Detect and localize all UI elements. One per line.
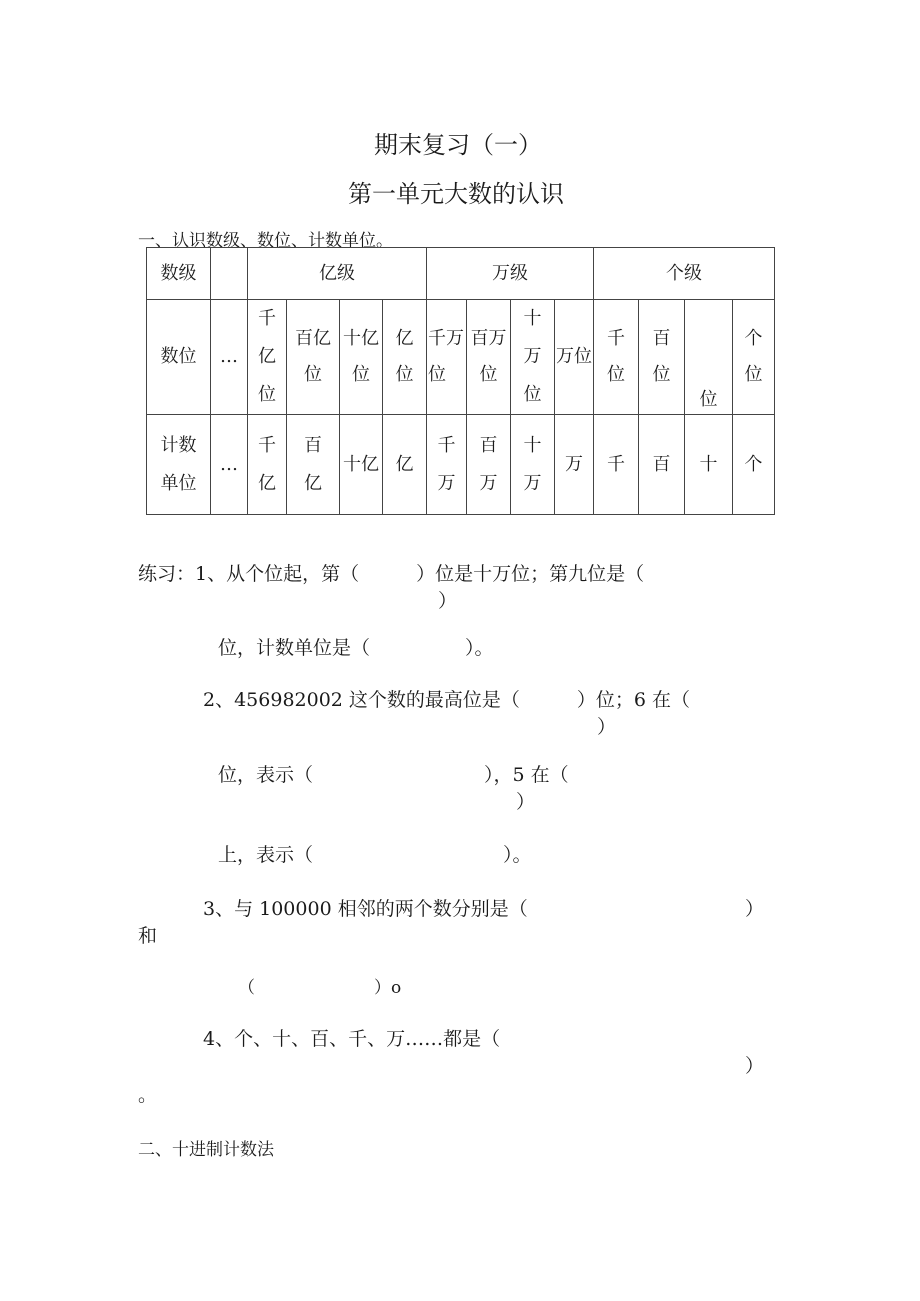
page-title: 期末复习（一）	[374, 131, 542, 159]
label-shuji: 数级	[147, 248, 211, 300]
place-baiyi	[287, 300, 340, 415]
char: 万	[437, 472, 456, 494]
unit-ge: 个	[733, 415, 775, 515]
stack	[511, 300, 554, 414]
section-1-heading: 一、认识数级、数位、计数单位。	[138, 231, 393, 251]
text: 位	[699, 389, 718, 410]
place-ge	[733, 300, 775, 415]
char: 万	[523, 346, 542, 367]
char: 千	[258, 434, 276, 456]
unit-shiyi: 十亿	[340, 415, 383, 515]
q1-line1: 练习：1、从个位起，第（ ）位是十万位；第九位是（	[138, 563, 645, 585]
place-qianyi	[248, 300, 287, 415]
place-shiwan	[511, 300, 555, 415]
place-shi	[685, 300, 733, 415]
char: 十	[523, 434, 542, 456]
group-wan: 万级	[427, 248, 594, 300]
q3-line1-next: 和	[138, 925, 158, 947]
text: 百位	[652, 328, 671, 385]
group-ge: 个级	[594, 248, 775, 300]
place-value-table	[146, 247, 775, 515]
char: 千	[258, 308, 276, 329]
q2-line2: 位，表示（ ），5 在（	[218, 764, 569, 786]
place-qian	[594, 300, 639, 415]
unit-qianyi	[248, 415, 287, 515]
empty-cell	[211, 248, 248, 300]
unit-yi: 亿	[383, 415, 427, 515]
unit-qianwan	[427, 415, 467, 515]
label-shuwei: 数位	[147, 300, 211, 415]
stack	[248, 300, 286, 414]
text: 单位	[160, 472, 197, 494]
unit-baiyi	[287, 415, 340, 515]
table-row-units	[147, 415, 775, 515]
q1-line2: 位，计数单位是（ ）。	[218, 637, 494, 659]
page-subtitle: 第一单元大数的认识	[348, 180, 564, 208]
text: 计数	[160, 434, 197, 456]
place-yi	[383, 300, 427, 415]
place-bai	[639, 300, 685, 415]
text: 百万位	[470, 328, 507, 385]
char: 万	[523, 472, 542, 494]
q2-line1-close: ）	[597, 716, 617, 738]
place-baiwan	[467, 300, 511, 415]
q3-line1-close: ）	[745, 898, 765, 920]
char: 位	[258, 384, 276, 405]
char: 位	[523, 384, 542, 405]
char: 万	[479, 472, 498, 494]
char: 千	[437, 434, 456, 456]
q2-line2-close: ）	[516, 791, 536, 813]
unit-qian: 千	[594, 415, 639, 515]
section-2-heading: 二、十进制计数法	[138, 1140, 274, 1160]
unit-shi: 十	[685, 415, 733, 515]
text: 百亿位	[295, 328, 331, 385]
char: 亿	[258, 346, 276, 367]
place-wan	[555, 300, 594, 415]
unit-bai: 百	[639, 415, 685, 515]
ellipsis-cell: …	[211, 415, 248, 515]
char: 亿	[304, 472, 322, 494]
char: 百	[479, 434, 498, 456]
ellipsis-cell: …	[211, 300, 248, 415]
unit-wan: 万	[555, 415, 594, 515]
place-qianwan	[427, 300, 467, 415]
q4-line1-close: ）	[745, 1055, 765, 1077]
text: 万位	[556, 346, 592, 367]
group-yi: 亿级	[248, 248, 427, 300]
q4-line1: 4、个、十、百、千、万……都是（	[203, 1028, 501, 1050]
table-row-places	[147, 300, 775, 415]
char: 百	[304, 434, 322, 456]
unit-baiwan	[467, 415, 511, 515]
label-jishu-danwei	[147, 415, 211, 515]
place-shiyi	[340, 300, 383, 415]
q4-end: 。	[138, 1084, 158, 1106]
q2-line1: 2、456982002 这个数的最高位是（ ）位；6 在（	[203, 689, 691, 711]
text: 千位	[607, 328, 625, 385]
q2-line3: 上，表示（ ）。	[218, 844, 532, 866]
q1-line1-close: ）	[438, 590, 458, 612]
text: 十亿位	[343, 328, 379, 385]
text: 个位	[744, 328, 763, 385]
text: 亿位	[395, 328, 414, 385]
char: 十	[523, 308, 542, 329]
char: 亿	[258, 472, 276, 494]
q3-line2: （ ）o	[238, 978, 402, 998]
table-row-levels	[147, 248, 775, 300]
unit-shiwan	[511, 415, 555, 515]
text: 千万位	[428, 328, 464, 385]
q3-line1: 3、与 100000 相邻的两个数分别是（	[203, 898, 528, 920]
